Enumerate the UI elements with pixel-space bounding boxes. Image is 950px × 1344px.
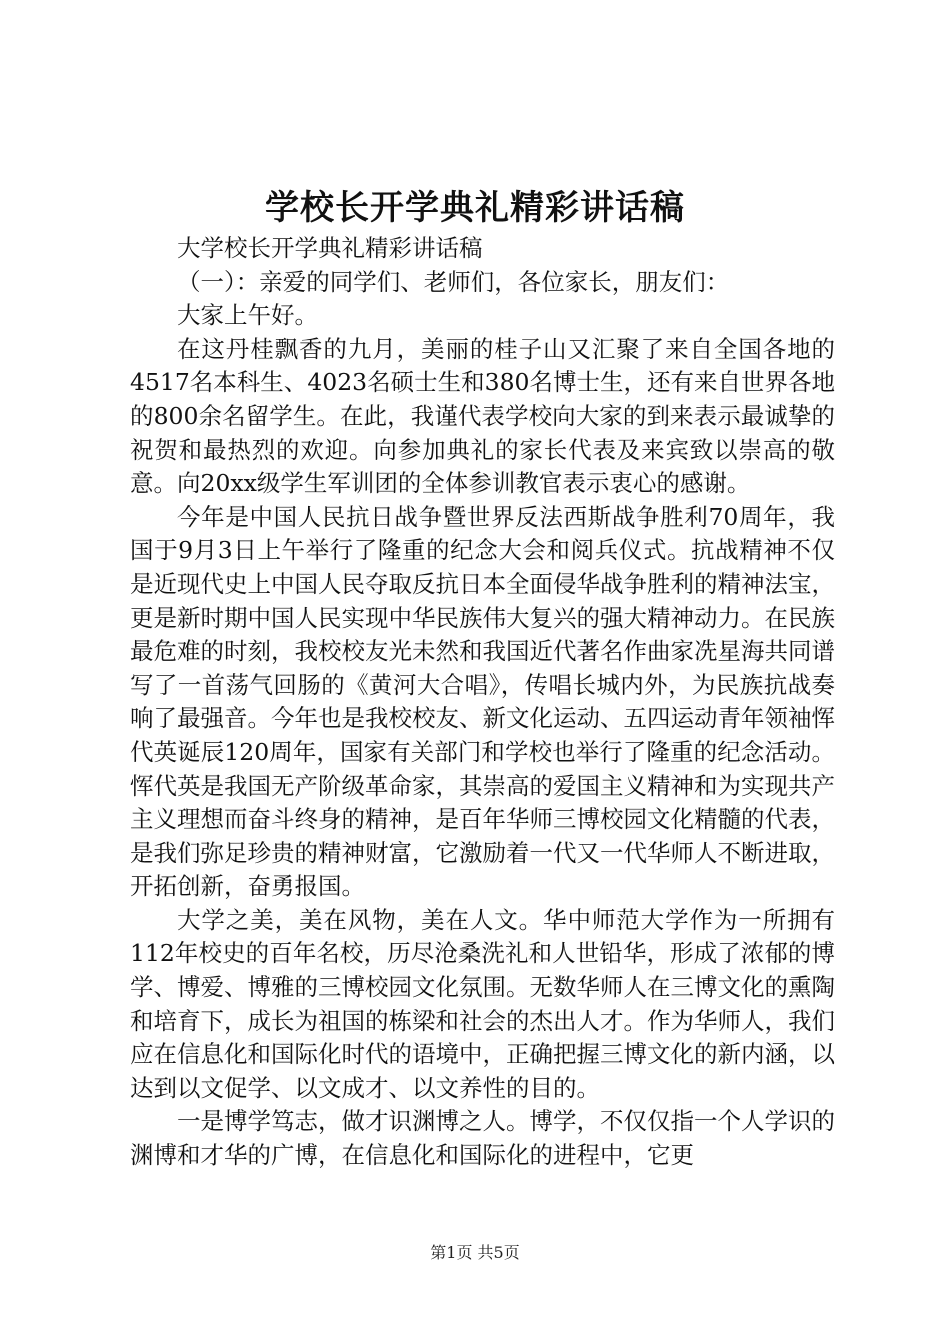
paragraph-welcome: 在这丹桂飘香的九月，美丽的桂子山又汇聚了来自全国各地的4517名本科生、4023名硕士生和380名博士生，还有来自世界各地的800余名留学生。在此，我谨代表学校向大家的到来表示最诚挚的祝贺和最热烈的欢迎。向参加典礼的家长代表及来宾致以崇高的敬意。向20xx级学生军训团的全体参训教官表示衷心的感谢。 [130,334,835,498]
paragraph-university-culture: 大学之美，美在风物，美在人文。华中师范大学作为一所拥有112年校史的百年名校，历尽沧桑洗礼和人世铅华，形成了浓郁的博学、博爱、博雅的三博校园文化氛围。无数华师人在三博文化的熏陶和培育下，成长为祖国的栋梁和社会的杰出人才。作为华师人，我们应在信息化和国际化时代的语境中，正确把握三博文化的新内涵，以达到以文促学、以文成才、以文养性的目的。 [130,905,835,1102]
paragraph-anniversary: 今年是中国人民抗日战争暨世界反法西斯战争胜利70周年，我国于9月3日上午举行了隆重的纪念大会和阅兵仪式。抗战精神不仅是近现代史上中国人民夺取反抗日本全面侵华战争胜利的精神法宝，更是新时期中国人民实现中华民族伟大复兴的强大精神动力。在民族最危难的时刻，我校校友光未然和我国近代著名作曲家冼星海共同谱写了一首荡气回肠的《黄河大合唱》，传唱长城内外，为民族抗战奏响了最强音。今年也是我校校友、新文化运动、五四运动青年领袖恽代英诞辰120周年，国家有关部门和学校也举行了隆重的纪念活动。恽代英是我国无产阶级革命家，其崇高的爱国主义精神和为实现共产主义理想而奋斗终身的精神，是百年华师三博校园文化精髓的代表，是我们弥足珍贵的精神财富，它激励着一代又一代华师人不断进取，开拓创新，奋勇报国。 [130,502,835,901]
paragraph-point-one: 一是博学笃志，做才识渊博之人。博学，不仅仅指一个人学识的渊博和才华的广博，在信息化和国际化的进程中，它更 [130,1107,835,1170]
document-body [130,232,835,1173]
paragraph-greeting: 大家上午好。 [177,301,318,330]
document-title: 学校长开学典礼精彩讲话稿 [265,188,685,228]
paragraph-salutation: （一）：亲爱的同学们、老师们，各位家长，朋友们： [177,267,730,296]
paragraph-subtitle: 大学校长开学典礼精彩讲话稿 [177,234,483,262]
page-footer: 第1页 共5页 [430,1243,520,1262]
